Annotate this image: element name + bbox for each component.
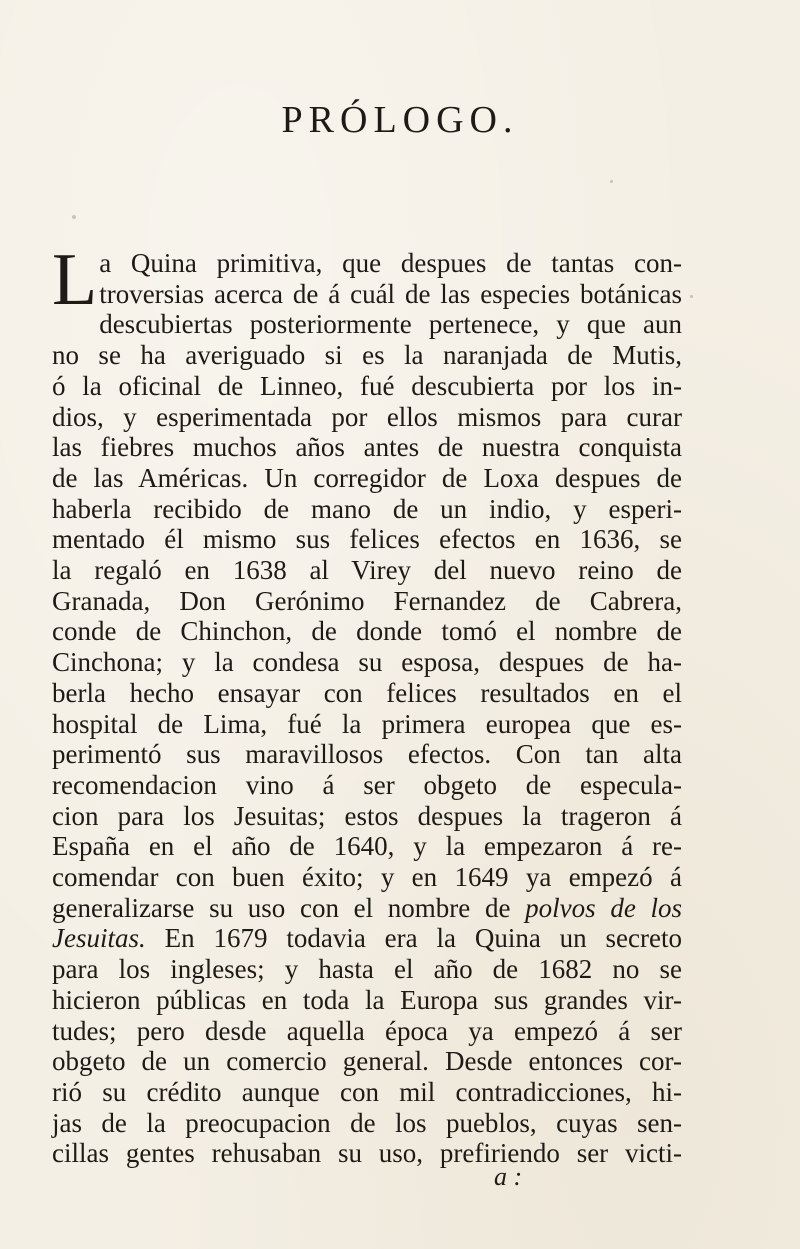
text-line-with-italic bbox=[52, 893, 682, 924]
italic-phrase: polvos de los bbox=[525, 892, 682, 923]
text-line: berla hecho ensayar con felices resultados en el bbox=[52, 677, 682, 708]
text-line: ó la oficinal de Linneo, fué descubierta por los in- bbox=[52, 370, 682, 401]
text-line: Jesuitas. En 1679 todavia era la Quina un secreto bbox=[52, 923, 682, 954]
text-line: las fiebres muchos años antes de nuestra conquista bbox=[52, 432, 682, 463]
body-paragraph bbox=[52, 239, 682, 1169]
text-line: no se ha averiguado si es la naranjada de Mutis, bbox=[52, 340, 682, 371]
text-line: comendar con buen éxito; y en 1649 ya empezó á bbox=[52, 862, 682, 893]
drop-cap: L bbox=[52, 239, 98, 321]
text-line-start: generalizarse su uso con el nombre de bbox=[52, 892, 511, 923]
paper-speck bbox=[690, 295, 693, 298]
text-line: para los ingleses; y hasta el año de 1682 no se bbox=[52, 954, 682, 985]
text-line: Cinchona; y la condesa su esposa, despues de ha- bbox=[52, 647, 682, 678]
text-line: mentado él mismo sus felices efectos en 1636, se bbox=[52, 524, 682, 555]
text-line: a Quina primitiva, que despues de tantas con- bbox=[99, 248, 682, 278]
text-line: conde de Chinchon, de donde tomó el nombre de bbox=[52, 616, 682, 647]
text-line: obgeto de un comercio general. Desde entonces cor- bbox=[52, 1046, 682, 1077]
text-line: Granada, Don Gerónimo Fernandez de Cabrera, bbox=[52, 585, 682, 616]
text-line: descubiertas posteriormente pertenece, y que aun bbox=[99, 309, 682, 340]
page-title: PRÓLOGO. bbox=[281, 99, 519, 141]
text-line: cillas gentes rehusaban su uso, prefiriendo ser victi- bbox=[52, 1138, 682, 1169]
text-line: cion para los Jesuitas; estos despues la trageron á bbox=[52, 800, 682, 831]
text-line: jas de la preocupacion de los pueblos, cuyas sen- bbox=[52, 1107, 682, 1138]
text-line: troversias acerca de á cuál de las especies botánicas bbox=[99, 278, 682, 309]
text-line: la regaló en 1638 al Virey del nuevo reino de bbox=[52, 555, 682, 586]
text-line: rió su crédito aunque con mil contradicciones, hi- bbox=[52, 1076, 682, 1107]
text-line: dios, y esperimentada por ellos mismos para curar bbox=[52, 401, 682, 432]
text-line: de las Américas. Un corregidor de Loxa despues de bbox=[52, 462, 682, 493]
text-line: hicieron públicas en toda la Europa sus grandes vir- bbox=[52, 984, 682, 1015]
text-line: perimentó sus maravillosos efectos. Con tan alta bbox=[52, 739, 682, 770]
text-line: recomendacion vino á ser obgeto de especula- bbox=[52, 769, 682, 800]
text-line: tudes; pero desde aquella época ya empezó á ser bbox=[52, 1015, 682, 1046]
catchword: a : bbox=[494, 1162, 523, 1191]
text-line: España en el año de 1640, y la empezaron á re- bbox=[52, 831, 682, 862]
paper-speck bbox=[610, 180, 613, 183]
paper-speck bbox=[72, 215, 76, 219]
text-line: haberla recibido de mano de un indio, y esperi- bbox=[52, 493, 682, 524]
text-line: hospital de Lima, fué la primera europea que es- bbox=[52, 708, 682, 739]
italic-phrase-continued: Jesuitas. bbox=[52, 923, 146, 954]
